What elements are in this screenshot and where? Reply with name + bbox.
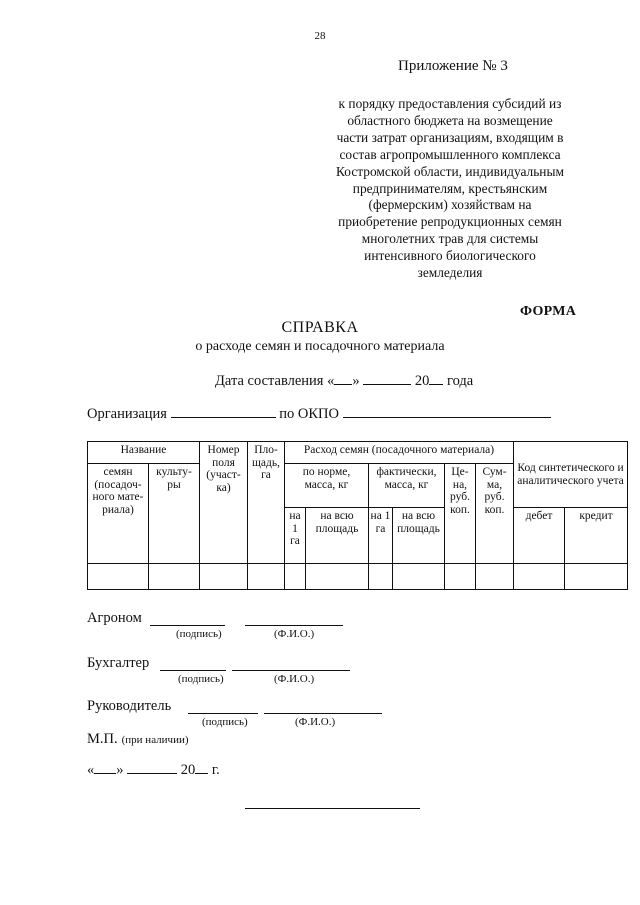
header-price: Це-на, руб. коп. — [445, 464, 476, 564]
day-blank[interactable] — [334, 372, 352, 385]
header-crop: культу-ры — [149, 464, 200, 564]
appendix-line: приобретение репродукционных семян — [338, 214, 562, 230]
header-actual-per-ha: на 1 га — [369, 508, 393, 564]
page-number: 28 — [314, 30, 326, 42]
agronom-name-hint: (Ф.И.О.) — [274, 628, 315, 640]
accountant-sign-hint: (подпись) — [178, 673, 224, 685]
cell-debit[interactable] — [514, 564, 565, 590]
agronom-name-blank[interactable] — [245, 625, 343, 626]
year-prefix: 20 — [180, 762, 196, 778]
cell-norm-per-ha[interactable] — [285, 564, 306, 590]
appendix-line: (фермерским) хозяйствам на — [368, 197, 532, 213]
cell-norm-total[interactable] — [306, 564, 369, 590]
stamp-label: М.П. — [87, 731, 118, 747]
cell-field[interactable] — [200, 564, 248, 590]
year-prefix: 20 — [414, 373, 430, 389]
agronom-label: Агроном — [87, 610, 142, 626]
appendix-line: состав агропромышленного комплекса — [339, 146, 561, 162]
stamp-line — [87, 730, 189, 748]
agronom-sign-blank[interactable] — [150, 625, 225, 626]
document-subtitle: о расходе семян и посадочного материала — [195, 339, 445, 354]
agronom-sign-hint: (подпись) — [176, 628, 222, 640]
okpo-blank[interactable] — [343, 405, 551, 418]
signing-date-line — [87, 761, 220, 779]
seed-expense-table — [87, 441, 628, 590]
appendix-line: областного бюджета на возмещение — [347, 112, 553, 128]
header-norm-per-ha: на 1 га — [285, 508, 306, 564]
header-field-number: Номер поля (участ-ка) — [200, 442, 248, 564]
open-quote: « — [87, 762, 95, 778]
header-name: Название — [88, 442, 200, 464]
cell-actual-total[interactable] — [393, 564, 445, 590]
day-blank[interactable] — [94, 761, 116, 774]
header-actual: фактически, масса, кг — [369, 464, 445, 508]
year-blank[interactable] — [195, 761, 208, 774]
cell-actual-per-ha[interactable] — [369, 564, 393, 590]
stamp-note: (при наличии) — [121, 734, 189, 746]
organization-label: Организация — [87, 406, 167, 422]
accountant-name-blank[interactable] — [232, 670, 350, 671]
date-label: Дата составления — [215, 373, 324, 389]
header-sum: Сум-ма, руб. коп. — [476, 464, 514, 564]
accountant-label: Бухгалтер — [87, 655, 150, 671]
year-abbr: г. — [211, 762, 220, 778]
document-title: СПРАВКА — [281, 319, 359, 336]
appendix-line: земледелия — [417, 265, 483, 281]
cell-seeds[interactable] — [88, 564, 149, 590]
appendix-line: к порядку предоставления субсидий из — [338, 96, 562, 111]
director-sign-hint: (подпись) — [202, 716, 248, 728]
appendix-line: Костромской области, индивидуальным — [336, 163, 564, 179]
cell-credit[interactable] — [565, 564, 628, 590]
director-label: Руководитель — [87, 698, 172, 714]
appendix-line: части затрат организациям, входящим в — [336, 129, 564, 145]
organization-line — [87, 405, 551, 423]
header-credit: кредит — [565, 508, 628, 564]
month-blank[interactable] — [363, 372, 411, 385]
header-debit: дебет — [514, 508, 565, 564]
month-blank[interactable] — [127, 761, 177, 774]
appendix-line: предпринимателям, крестьянским — [352, 180, 548, 196]
header-seed-expense: Расход семян (посадочного материала) — [285, 442, 514, 464]
year-word: года — [446, 373, 474, 389]
header-area: Пло-щадь, га — [248, 442, 285, 564]
cell-area[interactable] — [248, 564, 285, 590]
appendix-line: интенсивного биологического — [364, 248, 536, 264]
director-name-blank[interactable] — [264, 713, 382, 714]
close-quote: » — [116, 762, 124, 778]
appendix-text — [300, 96, 600, 282]
bottom-divider — [245, 808, 420, 809]
open-quote: « — [327, 373, 335, 389]
table-row — [88, 564, 628, 590]
close-quote: » — [352, 373, 360, 389]
accountant-sign-blank[interactable] — [160, 670, 226, 671]
appendix-line: многолетних трав для системы — [361, 231, 539, 247]
appendix-title: Приложение № 3 — [398, 58, 508, 74]
form-label: ФОРМА — [520, 304, 577, 319]
cell-crop[interactable] — [149, 564, 200, 590]
year-blank[interactable] — [429, 372, 443, 385]
director-sign-blank[interactable] — [188, 713, 258, 714]
header-accounting-code: Код синтетического и аналитического учета — [514, 442, 628, 508]
header-seeds: семян (посадоч-ного мате-риала) — [88, 464, 149, 564]
header-norm-total: на всю площадь — [306, 508, 369, 564]
cell-price[interactable] — [445, 564, 476, 590]
director-name-hint: (Ф.И.О.) — [295, 716, 336, 728]
accountant-name-hint: (Ф.И.О.) — [274, 673, 315, 685]
header-by-norm: по норме, масса, кг — [285, 464, 369, 508]
okpo-label: по ОКПО — [279, 406, 339, 422]
organization-blank[interactable] — [171, 405, 276, 418]
header-actual-total: на всю площадь — [393, 508, 445, 564]
compilation-date-line — [215, 372, 473, 390]
cell-sum[interactable] — [476, 564, 514, 590]
